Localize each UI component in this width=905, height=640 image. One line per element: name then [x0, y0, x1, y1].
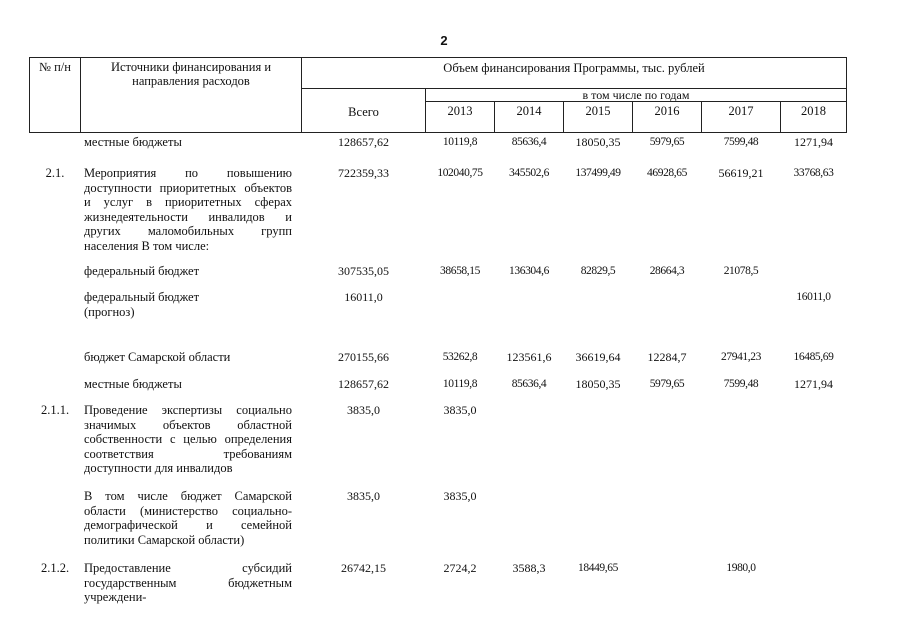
row-total: 26742,15 [341, 561, 386, 575]
row-value-2014: 345502,6 [509, 167, 549, 179]
row-total: 16011,0 [344, 290, 383, 304]
row-number: 2.1.1. [40, 403, 70, 417]
row-total: 307535,05 [338, 264, 389, 278]
row-value-2018: 1271,94 [794, 135, 833, 149]
table-row [0, 403, 905, 478]
row-value-2018: 1271,94 [794, 377, 833, 391]
header-year-2016: 2016 [632, 101, 702, 133]
row-total: 3835,0 [347, 489, 380, 503]
row-value-2016: 28664,3 [649, 265, 685, 277]
header-year-2013: 2013 [425, 101, 495, 133]
table-row [0, 561, 905, 605]
table-row [0, 489, 905, 551]
row-total: 722359,33 [338, 166, 389, 180]
row-value-2016: 5979,65 [649, 136, 685, 148]
row-total: 3835,0 [347, 403, 380, 417]
table-row [0, 377, 905, 393]
row-text: местные бюджеты [84, 377, 182, 391]
table-row [0, 135, 905, 151]
header-year-2018: 2018 [780, 101, 847, 133]
header-col-total: Всего [301, 88, 426, 133]
row-value-2016: 12284,7 [647, 350, 687, 364]
row-value-2017: 1980,0 [726, 562, 756, 574]
table-row [0, 166, 905, 256]
row-value-2017: 7599,48 [723, 378, 759, 390]
row-number: 2.1.2. [40, 561, 70, 575]
header-year-2014: 2014 [494, 101, 564, 133]
row-value-2016: 46928,65 [647, 167, 687, 179]
table-row [0, 350, 905, 366]
row-value-2018: 16485,69 [793, 351, 834, 363]
row-value-2013: 3835,0 [443, 403, 477, 417]
row-value-2015: 18449,65 [578, 562, 618, 574]
page-number: 2 [440, 33, 448, 48]
header-year-2017: 2017 [701, 101, 781, 133]
table-header [29, 57, 847, 133]
row-value-2018: 16011,0 [796, 291, 831, 303]
row-text: местные бюджеты [84, 135, 182, 149]
row-value-2014: 85636,4 [511, 136, 547, 148]
row-value-2013: 53262,8 [442, 351, 478, 363]
table-row [0, 290, 905, 322]
row-value-2013: 102040,75 [437, 167, 483, 179]
header-col-by-years: в том числе по годам [425, 88, 847, 102]
row-value-2015: 36619,64 [575, 350, 621, 364]
table-row [0, 264, 905, 280]
row-value-2013: 3835,0 [443, 489, 477, 503]
row-value-2015: 82829,5 [580, 265, 616, 277]
row-text: федеральный бюджет (прогноз) [84, 290, 200, 319]
row-text: В том числе бюджет Самарской области (министерство социально-демографической и семейной политики Самарской области) [84, 489, 292, 547]
row-text: федеральный бюджет [84, 264, 200, 278]
row-text: Предоставление субсидий государственным бюджетным учреждени- [84, 561, 292, 605]
header-col-num: № п/н [29, 57, 81, 133]
row-value-2013: 2724,2 [443, 561, 477, 575]
row-value-2013: 10119,8 [442, 378, 478, 390]
row-value-2014: 123561,6 [506, 350, 552, 364]
row-total: 270155,66 [338, 350, 389, 364]
row-value-2013: 10119,8 [442, 136, 478, 148]
row-total: 128657,62 [338, 377, 389, 391]
row-number: 2.1. [45, 166, 65, 180]
row-value-2015: 18050,35 [575, 135, 621, 149]
row-value-2016: 5979,65 [649, 378, 685, 390]
row-value-2014: 85636,4 [511, 378, 547, 390]
row-value-2017: 7599,48 [723, 136, 759, 148]
row-value-2013: 38658,15 [440, 265, 480, 277]
row-value-2015: 137499,49 [575, 167, 621, 179]
header-year-2015: 2015 [563, 101, 633, 133]
header-col-source: Источники финансирования и направления расходов [80, 57, 302, 133]
row-value-2017: 56619,21 [718, 166, 764, 180]
row-text: Мероприятия по повышению доступности приоритетных объектов и услуг в приоритетных сферах жизнедеятельности инвалидов и других маломобильных групп населения В том числе: [84, 166, 292, 253]
row-value-2014: 136304,6 [509, 265, 549, 277]
header-col-volume: Объем финансирования Программы, тыс. рублей [301, 57, 847, 89]
row-value-2017: 27941,23 [721, 351, 761, 363]
row-text: Проведение экспертизы социально значимых объектов областной собственности с целью определения соответствия требованиям доступности для инвалидов [84, 403, 292, 476]
row-total: 128657,62 [338, 135, 389, 149]
row-value-2017: 21078,5 [723, 265, 759, 277]
row-text: бюджет Самарской области [84, 350, 231, 364]
row-value-2015: 18050,35 [575, 377, 621, 391]
row-value-2014: 3588,3 [512, 561, 546, 575]
row-value-2018: 33768,63 [793, 167, 834, 179]
